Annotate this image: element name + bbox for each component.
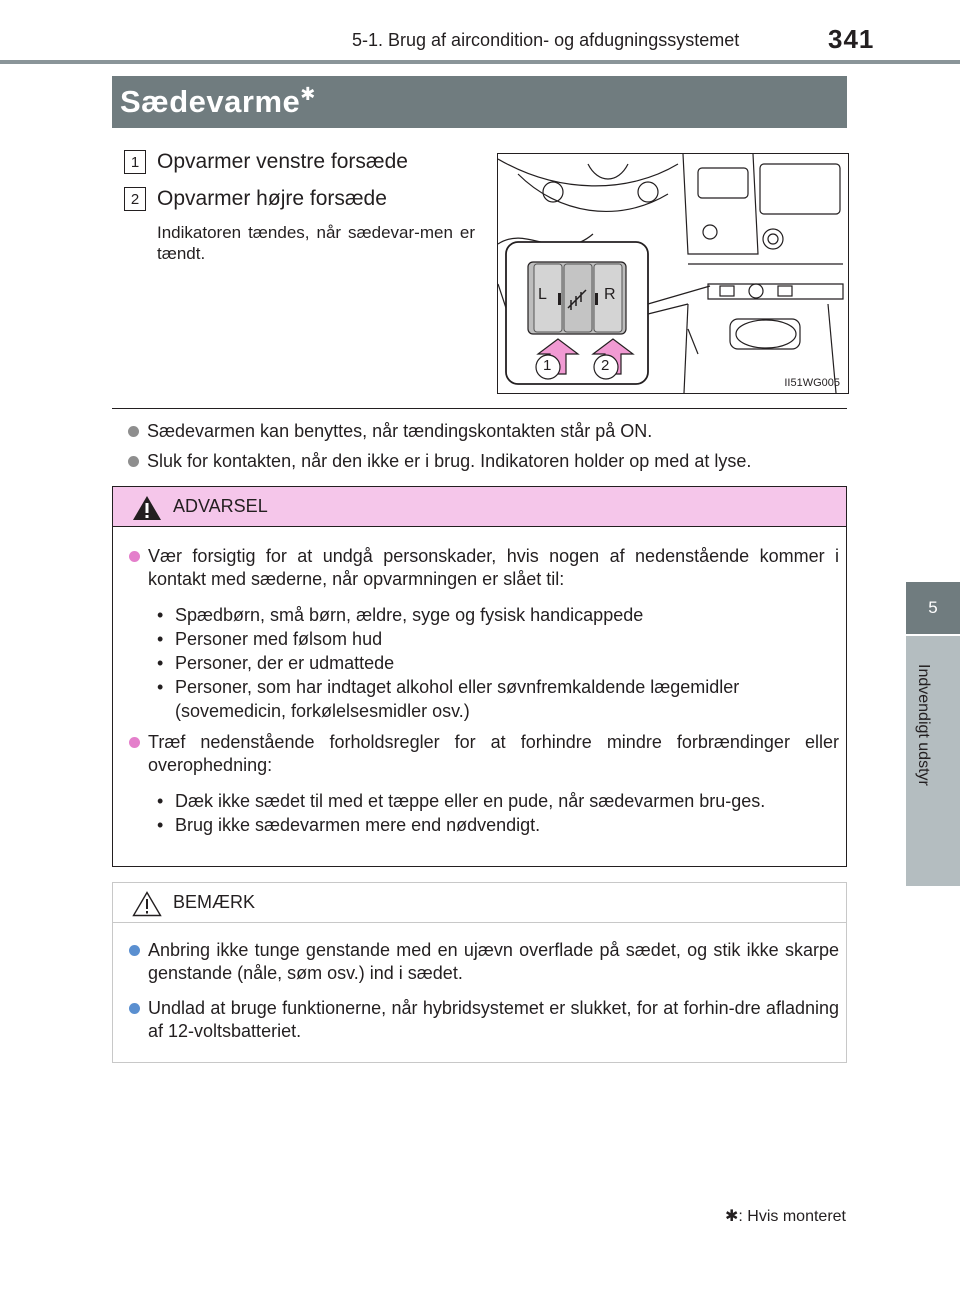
list-item: • Brug ikke sædevarmen mere end nødvendigt. bbox=[157, 815, 541, 835]
switch-label-right: R bbox=[604, 286, 616, 303]
footnote-text: : Hvis monteret bbox=[738, 1208, 846, 1225]
item-label-1: Opvarmer venstre forsæde bbox=[157, 150, 408, 173]
warning-triangle-icon bbox=[132, 495, 162, 521]
caution-triangle-icon bbox=[132, 891, 162, 917]
bullet-icon bbox=[128, 456, 139, 467]
bullet-icon bbox=[129, 737, 140, 748]
item-label-2: Opvarmer højre forsæde bbox=[157, 187, 387, 210]
info-bullet bbox=[112, 448, 852, 474]
callout-label-2: 2 bbox=[601, 357, 610, 374]
note-point-text: Undlad at bruge funktionerne, når hybridsystemet er slukket, for at forhin-dre afladning af 12-voltsbatteriet. bbox=[148, 998, 839, 1041]
footnote-mark: ✱ bbox=[725, 1208, 739, 1225]
warning-body bbox=[113, 545, 846, 837]
list-item: • Personer, der er udmattede bbox=[157, 653, 395, 673]
switch-label-left: L bbox=[538, 286, 547, 303]
item-number-1: 1 bbox=[124, 150, 146, 174]
figure-code: II51WG005 bbox=[784, 377, 840, 389]
section-title-bar bbox=[112, 76, 847, 128]
footnote bbox=[725, 1206, 846, 1226]
warning-sublist bbox=[157, 789, 837, 837]
section-title-text: Sædevarme bbox=[120, 84, 301, 119]
info-bullet bbox=[112, 418, 852, 444]
page-number: 341 bbox=[828, 24, 875, 54]
list-item: • Personer, som har indtaget alkohol eller søvnfremkaldende lægemidler (sovemedicin, forkølelsesmidler osv.) bbox=[157, 677, 740, 721]
bullet-icon bbox=[129, 551, 140, 562]
bullet-icon bbox=[128, 426, 139, 437]
note-header bbox=[113, 883, 846, 923]
divider-rule bbox=[112, 408, 847, 409]
warning-point-text: Vær forsigtig for at undgå personskader, hvis nogen af nedenstående kommer i kontakt med sæderne, når opvarmningen er slået til: bbox=[148, 546, 839, 589]
info-bullet-text: Sædevarmen kan benyttes, når tændingskontakten står på ON. bbox=[147, 421, 653, 441]
note-point bbox=[129, 939, 839, 985]
warning-title: ADVARSEL bbox=[173, 496, 268, 516]
list-item: • Personer med følsom hud bbox=[157, 629, 383, 649]
section-title bbox=[120, 84, 316, 120]
note-body bbox=[113, 939, 846, 1043]
bullet-icon bbox=[129, 1003, 140, 1014]
note-box bbox=[112, 882, 847, 1063]
running-header: 5-1. Brug af aircondition- og afdugningssystemet bbox=[352, 30, 740, 50]
note-point bbox=[129, 997, 839, 1043]
bullet-icon bbox=[129, 945, 140, 956]
item-number-2: 2 bbox=[124, 187, 146, 211]
list-item: • Dæk ikke sædet til med et tæppe eller en pude, når sædevarmen bru-ges. bbox=[157, 791, 766, 811]
info-bullet-text: Sluk for kontakten, når den ikke er i brug. Indikatoren holder op med at lyse. bbox=[147, 451, 752, 471]
chapter-number: 5 bbox=[928, 598, 938, 617]
note-point-text: Anbring ikke tunge genstande med en ujævn overflade på sædet, og stik ikke skarpe genstande (nåle, søm osv.) ind i sædet. bbox=[148, 940, 839, 983]
warning-point-text: Træf nedenstående forholdsregler for at forhindre mindre forbrændinger eller overophedning: bbox=[148, 732, 839, 775]
note-title: BEMÆRK bbox=[173, 892, 256, 912]
warning-point bbox=[129, 731, 839, 777]
list-item: • Spædbørn, små børn, ældre, syge og fysisk handicappede bbox=[157, 605, 644, 625]
chapter-title: Indvendigt udstyr bbox=[915, 664, 932, 786]
callout-label-1: 1 bbox=[543, 357, 552, 374]
optional-asterisk-icon: ✱ bbox=[300, 84, 316, 104]
warning-header bbox=[113, 487, 846, 527]
chapter-title-tab bbox=[906, 636, 960, 886]
warning-sublist bbox=[157, 603, 837, 723]
header-rule bbox=[0, 60, 960, 64]
seat-heater-switch-illustration bbox=[497, 153, 849, 394]
chapter-number-tab bbox=[906, 582, 960, 634]
warning-box bbox=[112, 486, 847, 867]
warning-point bbox=[129, 545, 839, 591]
indicator-note: Indikatoren tændes, når sædevar-men er tændt. bbox=[157, 223, 475, 263]
